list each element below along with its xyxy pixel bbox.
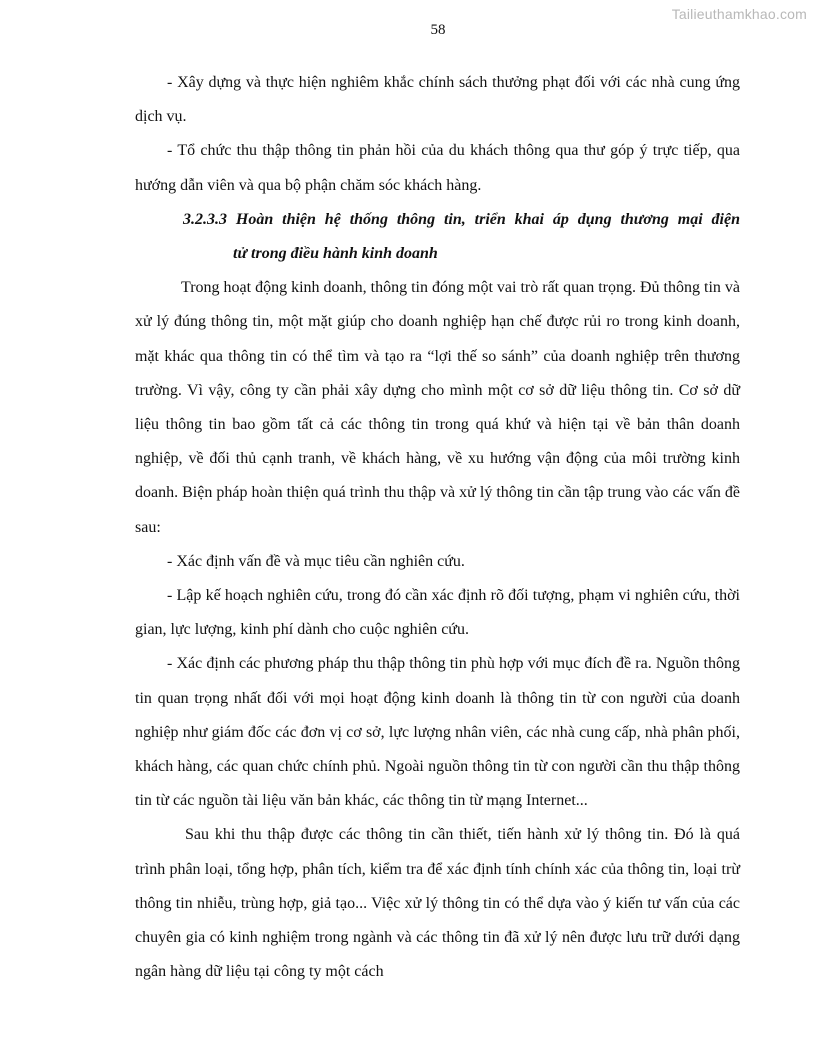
- page-number: 58: [430, 22, 446, 38]
- bullet-paragraph: - Xác định các phương pháp thu thập thông tin phù hợp với mục đích đề ra. Nguồn thông tin quan trọng nhất đối với mọi hoạt động kinh doanh là thông tin từ con người của doanh nghiệp như giám đốc các đơn vị cơ sở, lực lượng nhân viên, các nhà cung cấp, nhà phân phối, khách hàng, các quan chức chính phủ. Ngoài nguồn thông tin từ con người cần thu thập thông tin từ các nguồn tài liệu văn bản khác, các thông tin từ mạng Internet...: [135, 655, 740, 810]
- body-paragraph: Trong hoạt động kinh doanh, thông tin đóng một vai trò rất quan trọng. Đủ thông tin và xử lý đúng thông tin, một mặt giúp cho doanh nghiệp hạn chế được rủi ro trong kinh doanh, mặt khác qua thông tin có thể tìm và tạo ra “lợi thế so sánh” của doanh nghiệp trên thương trường. Vì vậy, công ty cần phải xây dựng cho mình một cơ sở dữ liệu thông tin. Cơ sở dữ liệu thông tin bao gồm tất cả các thông tin trong quá khứ và hiện tại về bản thân doanh nghiệp, về đối thủ cạnh tranh, về khách hàng, về xu hướng vận động của môi trường kinh doanh. Biện pháp hoàn thiện quá trình thu thập và xử lý thông tin cần tập trung vào các vấn đề sau:: [135, 279, 740, 536]
- bullet-paragraph: - Tổ chức thu thập thông tin phản hồi của du khách thông qua thư góp ý trực tiếp, qua hướng dẫn viên và qua bộ phận chăm sóc khách hàng.: [135, 142, 740, 194]
- section-heading: [135, 203, 740, 271]
- bullet-paragraph: - Xây dựng và thực hiện nghiêm khắc chính sách thưởng phạt đối với các nhà cung ứng dịch vụ.: [135, 74, 740, 126]
- bullet-paragraph: - Xác định vấn đề và mục tiêu cần nghiên cứu.: [167, 552, 465, 570]
- section-heading-line-2: tử trong điều hành kinh doanh: [233, 245, 438, 263]
- bullet-paragraph: - Lập kế hoạch nghiên cứu, trong đó cần xác định rõ đối tượng, phạm vi nghiên cứu, thời gian, lực lượng, kinh phí dành cho cuộc nghiên cứu.: [135, 587, 740, 639]
- watermark: Tailieuthamkhao.com: [671, 6, 807, 22]
- body-paragraph: Sau khi thu thập được các thông tin cần thiết, tiến hành xử lý thông tin. Đó là quá trình phân loại, tổng hợp, phân tích, kiểm tra để xác định tính chính xác của thông tin, loại trừ thông tin nhiễu, trùng hợp, giả tạo... Việc xử lý thông tin có thể dựa vào ý kiến tư vấn của các chuyên gia có kinh nghiệm trong ngành và các thông tin đã xử lý nên được lưu trữ dưới dạng ngân hàng dữ liệu tại công ty một cách: [135, 826, 740, 981]
- document-body: [135, 66, 740, 989]
- section-heading-line-1: 3.2.3.3 Hoàn thiện hệ thống thông tin, triển khai áp dụng thương mại điện: [183, 210, 740, 228]
